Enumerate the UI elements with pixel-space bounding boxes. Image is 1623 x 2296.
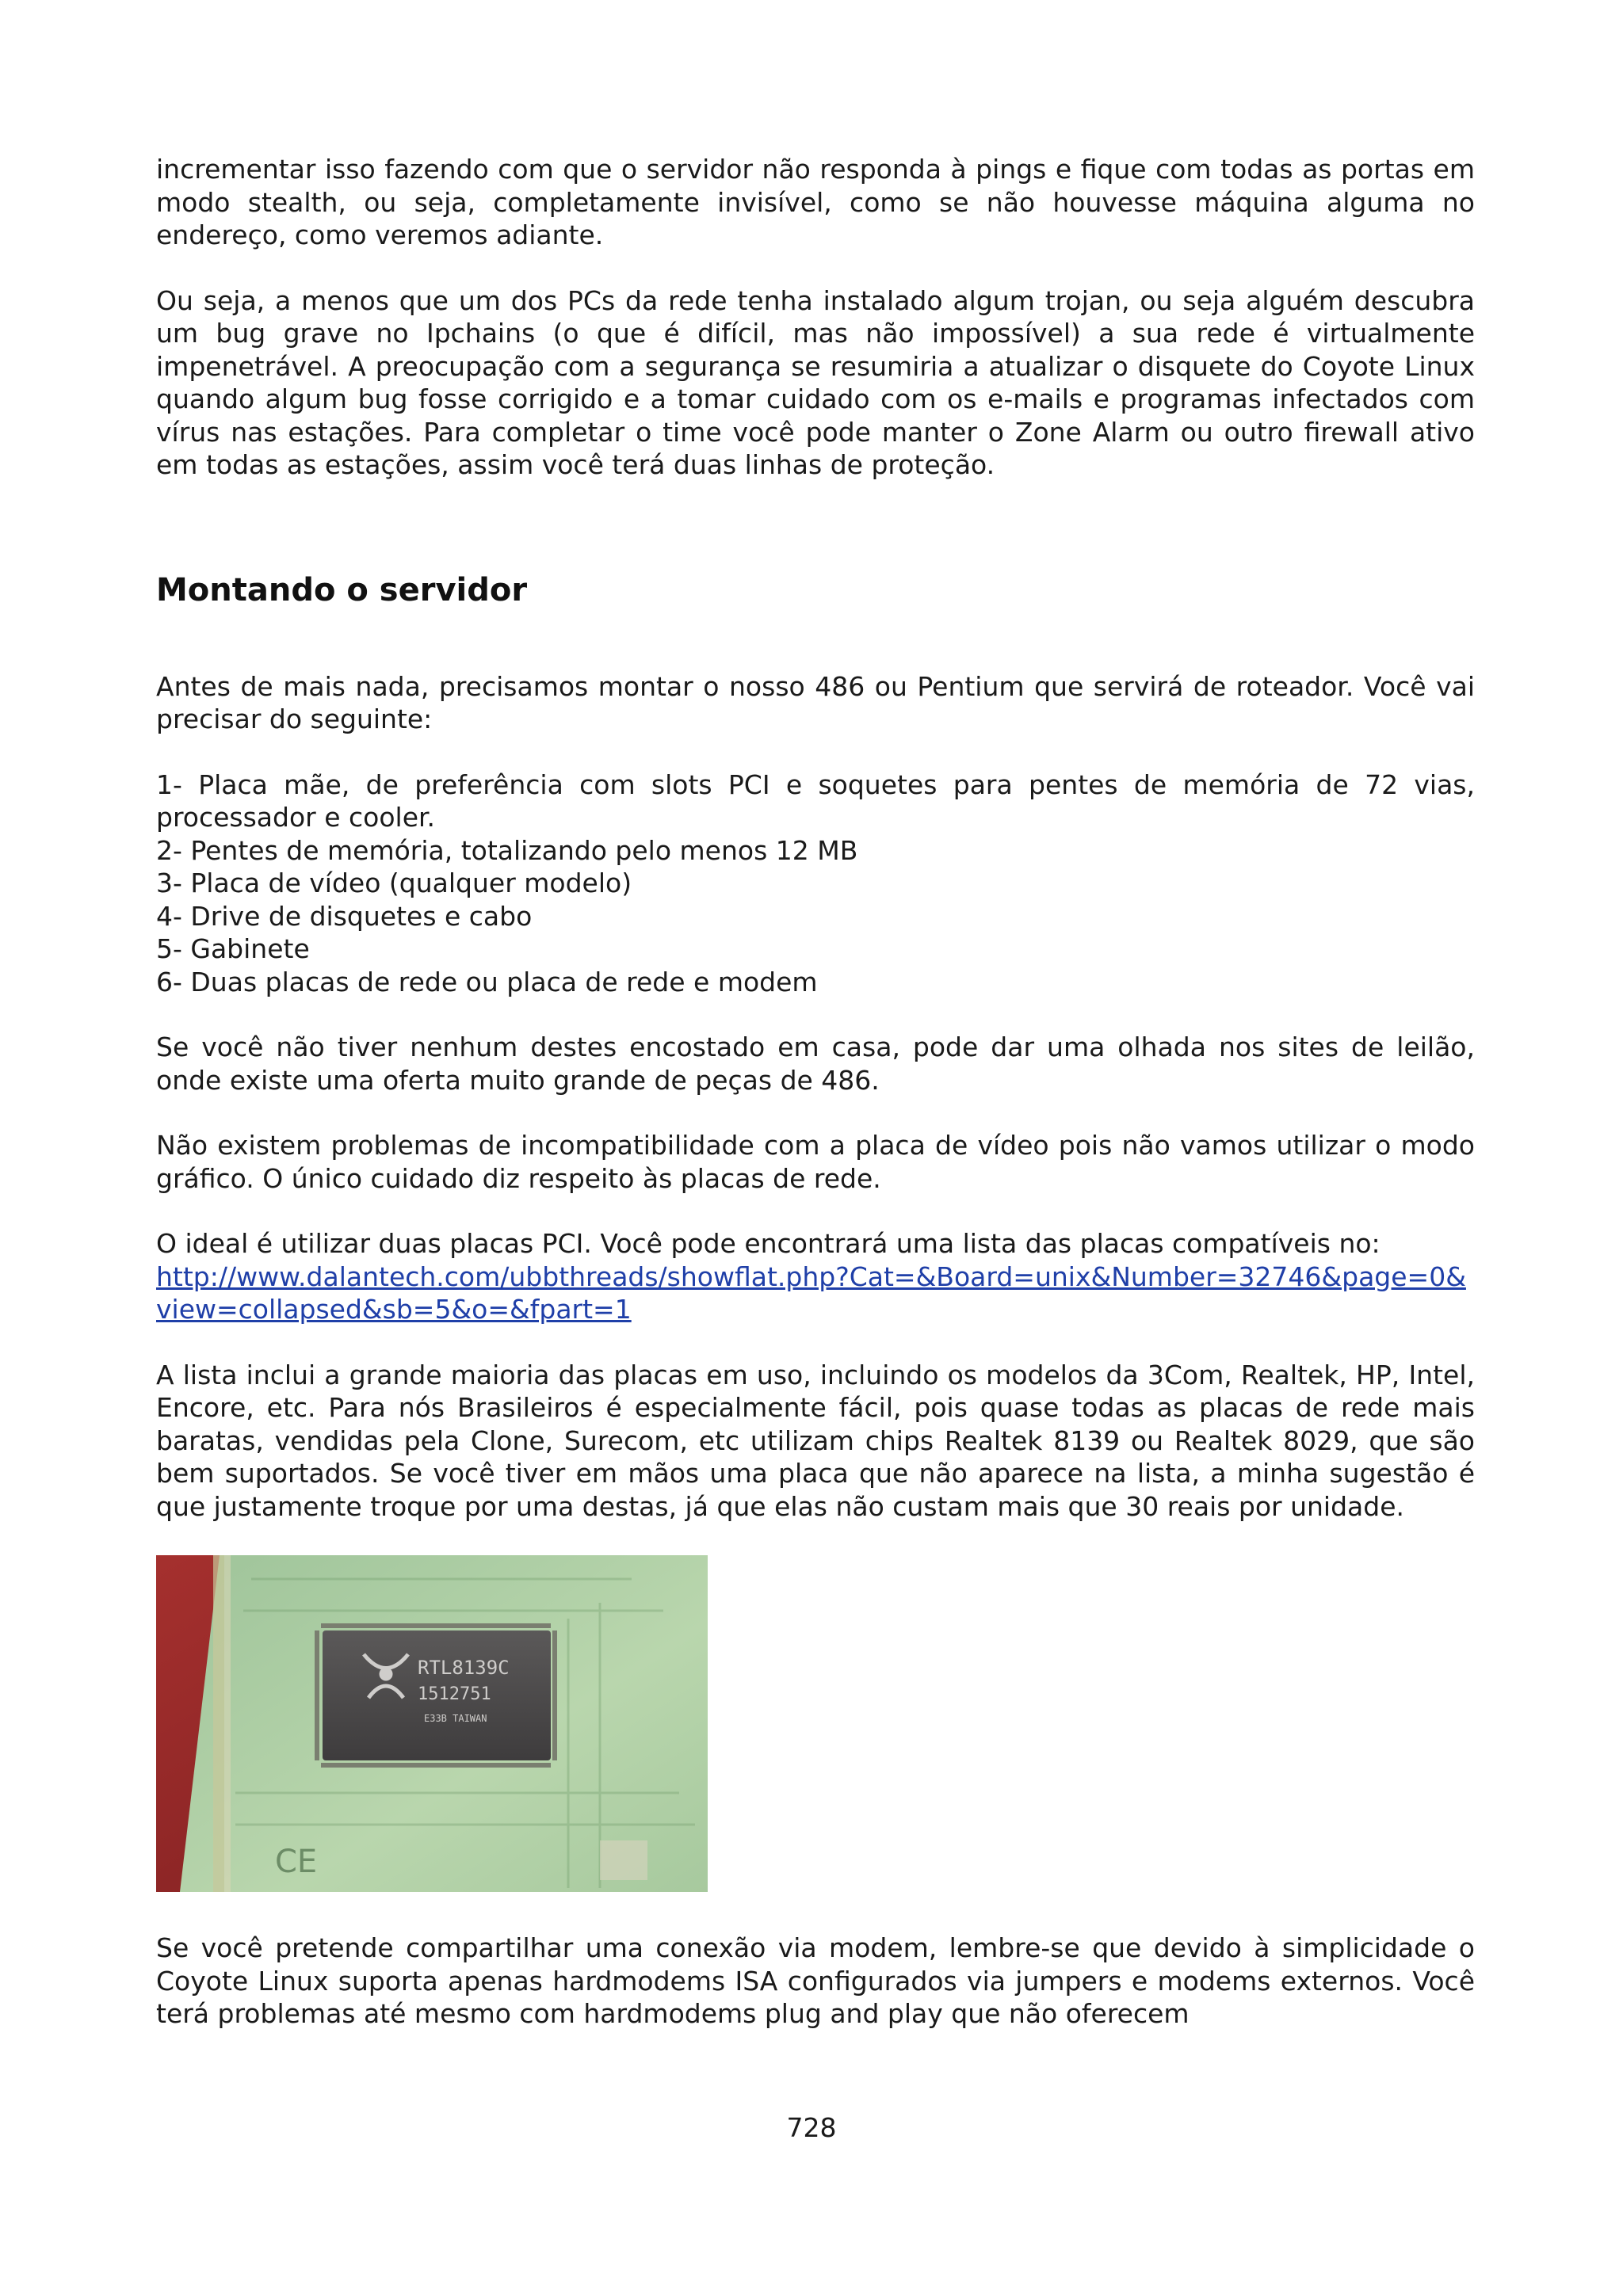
network-card-illustration bbox=[156, 1555, 708, 1892]
list-item: 5- Gabinete bbox=[156, 933, 310, 964]
paragraph-stealth: incrementar isso fazendo com que o servidor não responda à pings e fique com todas as portas em modo stealth, ou seja, completamente invisível, como se não houvesse máquina alguma no endereço, como veremos adiante. bbox=[156, 154, 1475, 250]
paragraph-lista: A lista inclui a grande maioria das placas em uso, incluindo os modelos da 3Com, Realtek, HP, Intel, Encore, etc. Para nós Brasileiros é especialmente fácil, pois quase todas as placas de rede mais baratas, vendidas pela Clone, Surecom, etc utilizam chips Realtek 8139 ou Realtek 8029, que são bem suportados. Se você tiver em mãos uma placa que não aparece na lista, a minha sugestão é que justamente troque por uma destas, já que elas não custam mais que 30 reais por unidade. bbox=[156, 1359, 1475, 1522]
paragraph-ideal-text: O ideal é utilizar duas placas PCI. Você pode encontrará uma lista das placas compatíveis no: bbox=[156, 1228, 1381, 1259]
list-item: 4- Drive de disquetes e cabo bbox=[156, 900, 533, 932]
chip-marking-2: 1512751 bbox=[418, 1684, 491, 1704]
paragraph-leilao: Se você não tiver nenhum destes encostado em casa, pode dar uma olhada nos sites de leilão, onde existe uma oferta muito grande de peças de 486. bbox=[156, 1032, 1475, 1096]
list-item: 6- Duas placas de rede ou placa de rede e modem bbox=[156, 966, 818, 997]
chip-marking-3: E33B TAIWAN bbox=[424, 1713, 487, 1724]
list-item: 3- Placa de vídeo (qualquer modelo) bbox=[156, 868, 632, 898]
paragraph-modem bbox=[156, 1932, 1475, 2031]
paragraph-modem-text: Se você pretende compartilhar uma conexão via modem, lembre-se que devido à simplicidade o Coyote Linux suporta apenas hardmodems ISA configurados via jumpers e modems externos. Você terá problemas até mesmo com hardmodems plug and play que não oferecem bbox=[156, 1932, 1475, 2029]
network-card-photo bbox=[156, 1555, 708, 1892]
section-heading: Montando o servidor bbox=[156, 571, 528, 608]
page-number: 728 bbox=[786, 2112, 837, 2143]
paragraph-security: Ou seja, a menos que um dos PCs da rede tenha instalado algum trojan, ou seja alguém descubra um bug grave no Ipchains (o que é difícil, mas não impossível) a sua rede é virtualmente impenetrável. A preocupação com a segurança se resumiria a atualizar o disquete do Coyote Linux quando algum bug fosse corrigido e a tomar cuidado com os e-mails e programas infectados com vírus nas estações. Para completar o time você pode manter o Zone Alarm ou outro firewall ativo em todas as estações, assim você terá duas linhas de proteção. bbox=[156, 284, 1475, 480]
compat-list-link[interactable]: http://www.dalantech.com/ubbthreads/showflat.php?Cat=&Board=unix&Number=32746&page=0&view=collapsed&sb=5&o=&fpart=1 bbox=[156, 1261, 1466, 1325]
chip-marking-1: RTL8139C bbox=[418, 1657, 510, 1679]
paragraph-video: Não existem problemas de incompatibilidade com a placa de vídeo pois não vamos utilizar o modo gráfico. O único cuidado diz respeito às placas de rede. bbox=[156, 1130, 1475, 1194]
list-item: 2- Pentes de memória, totalizando pelo menos 12 MB bbox=[156, 834, 858, 866]
parts-list bbox=[156, 769, 1475, 999]
paragraph-intro: Antes de mais nada, precisamos montar o nosso 486 ou Pentium que servirá de roteador. Você vai precisar do seguinte: bbox=[156, 670, 1475, 734]
paragraph-ideal bbox=[156, 1227, 1475, 1326]
list-item: 1- Placa mãe, de preferência com slots PCI e soquetes para pentes de memória de 72 vias, processador e cooler. bbox=[156, 769, 1475, 833]
document-page bbox=[156, 153, 1475, 2031]
ce-mark: CE bbox=[275, 1844, 318, 1880]
